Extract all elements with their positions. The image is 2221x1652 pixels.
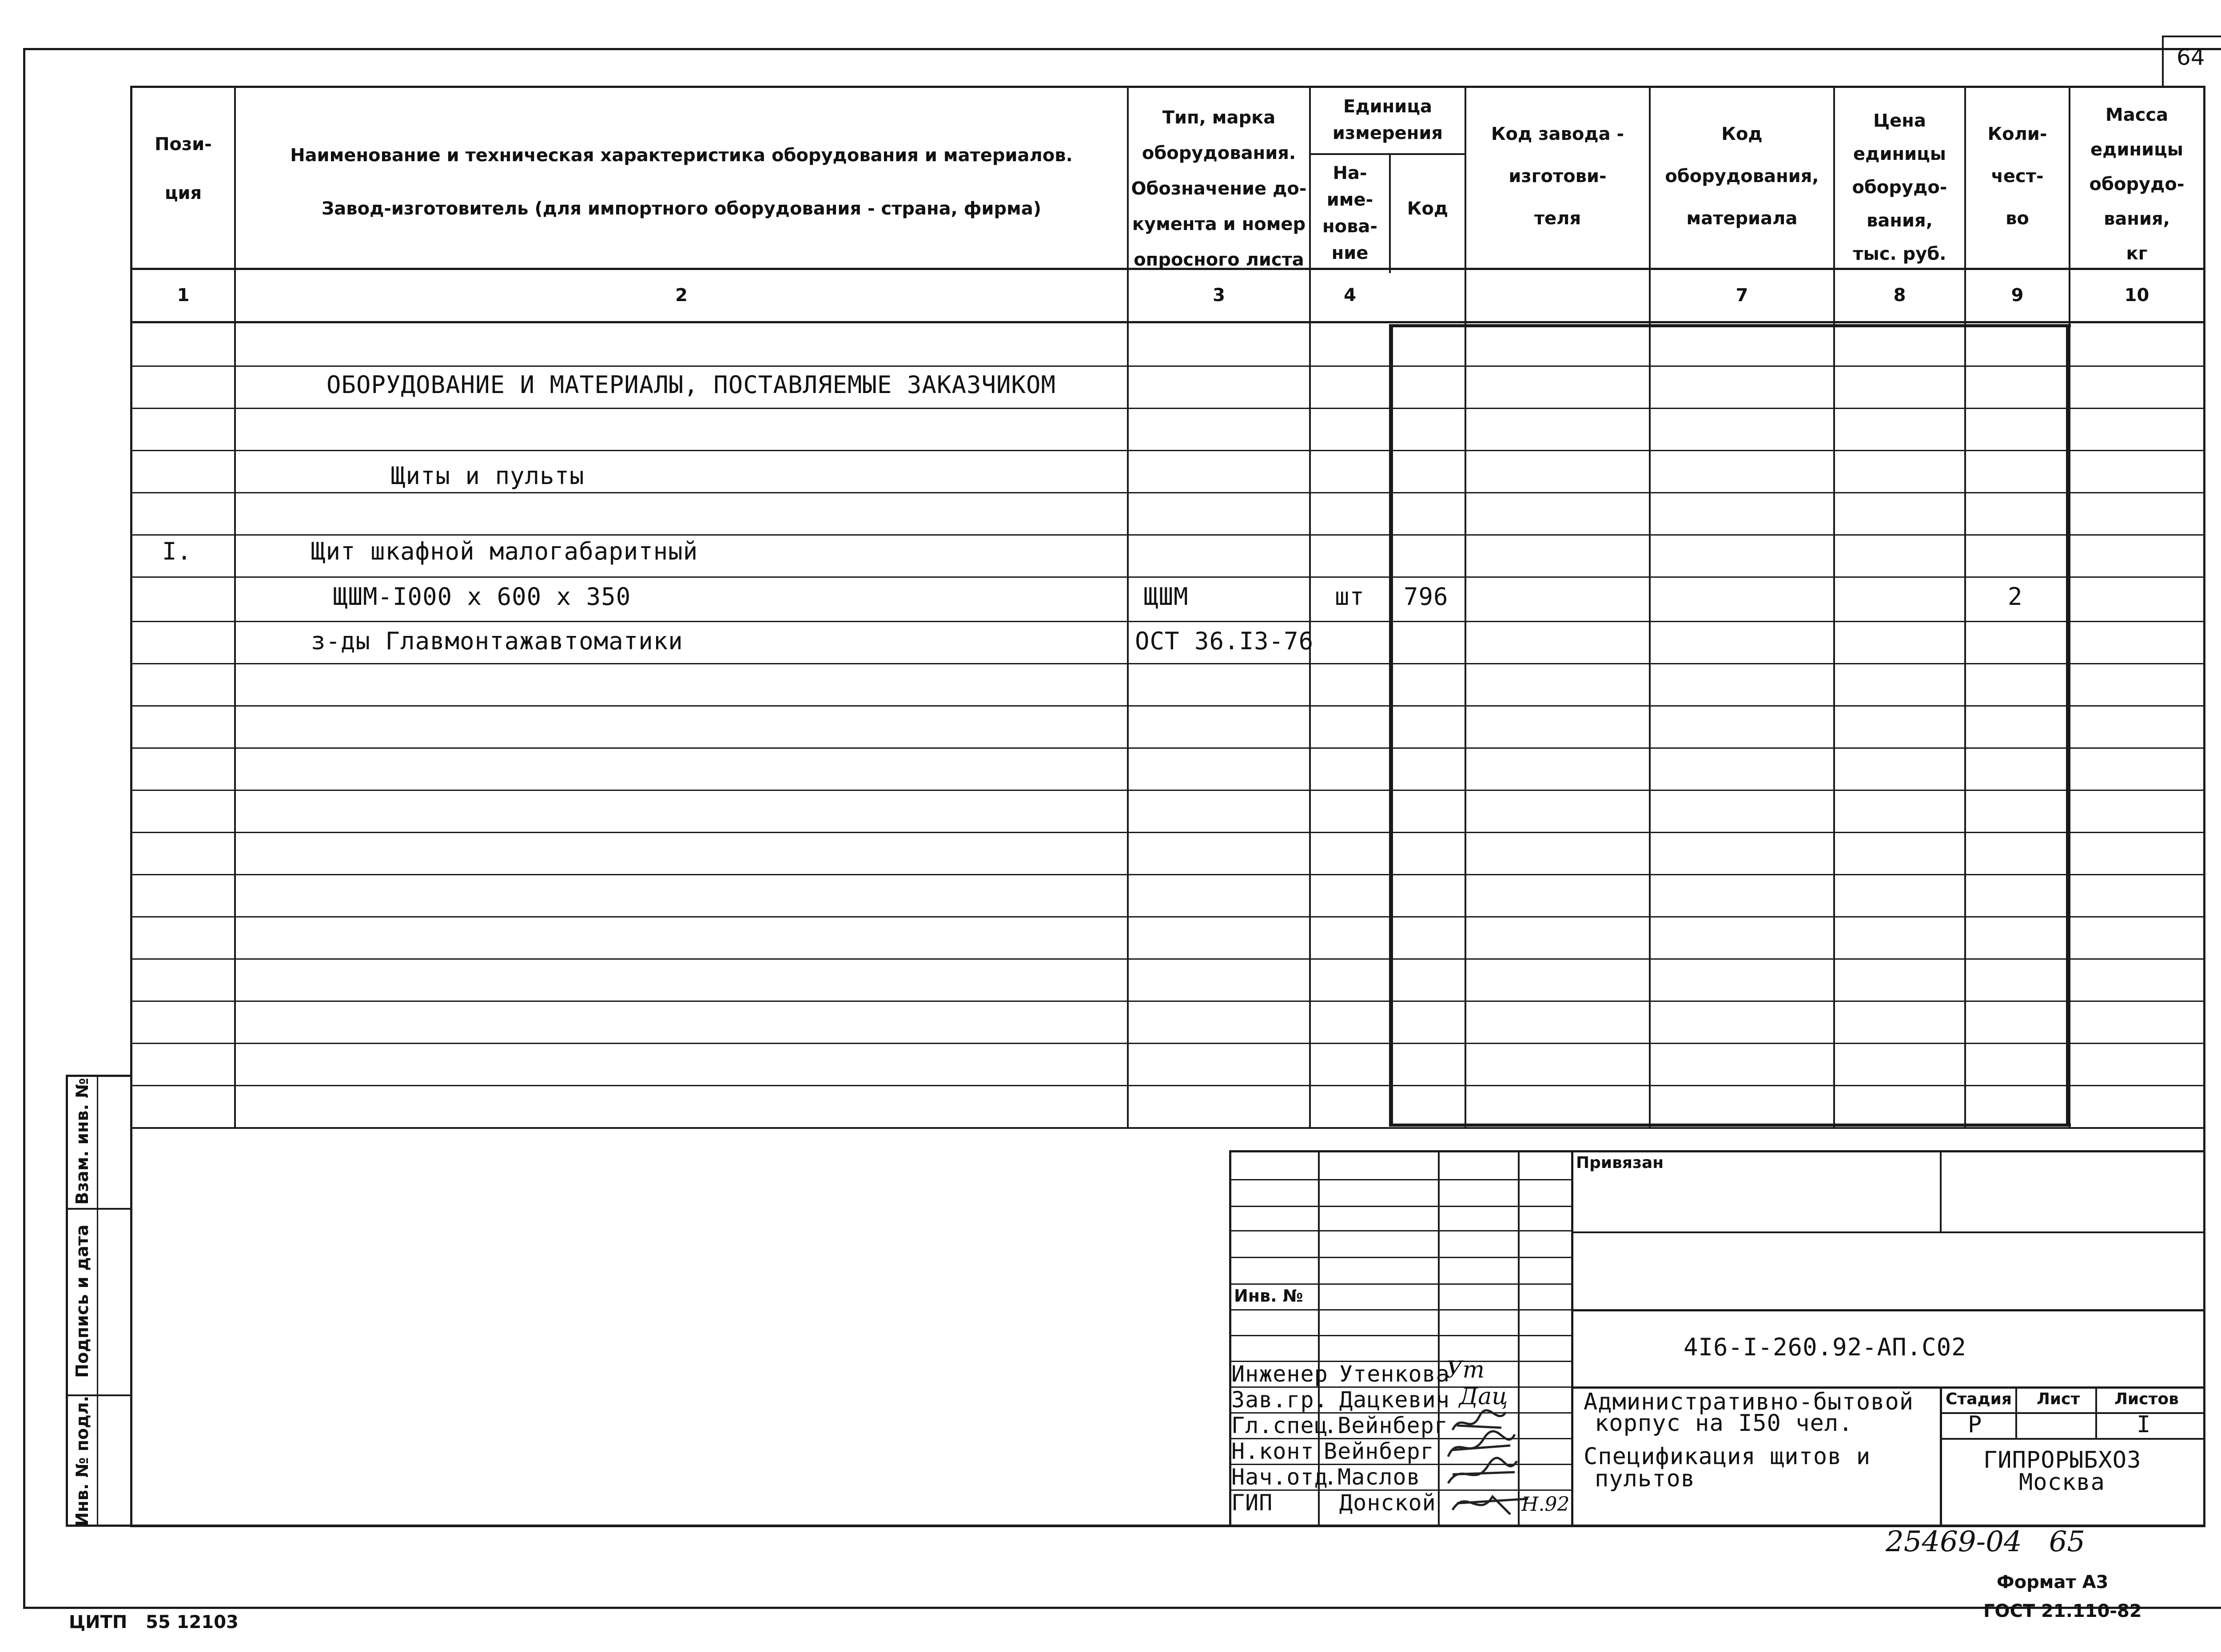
margin-label-podpis: Подпись и дата (72, 1224, 92, 1378)
signer-role-group-head: Зав.гр. (1231, 1387, 1328, 1413)
stamp-org-2: Москва (2019, 1469, 2105, 1496)
colnum-7: 7 (1735, 285, 1748, 306)
header-equipment-code-2: оборудования, (1665, 166, 1819, 187)
header-unit-name-3: нова- (1322, 216, 1378, 237)
signer-role-gip: ГИП (1231, 1490, 1273, 1516)
header-unit-1: Единица (1343, 96, 1432, 117)
item-unit-code: 796 (1404, 583, 1449, 611)
header-name-2: Завод-изготовитель (для импортного оборудования - страна, фирма) (321, 199, 1042, 219)
stamp-sheets-label: Листов (2114, 1390, 2179, 1408)
header-factory-code-3: теля (1534, 208, 1581, 229)
header-mass-5: кг (2126, 243, 2148, 264)
margin-label-vzam: Взам. инв. № (72, 1078, 92, 1205)
header-type-4: кумента и номер (1132, 214, 1306, 234)
header-factory-code-1: Код завода - (1491, 124, 1624, 144)
header-quantity-3: во (2006, 208, 2029, 229)
item-name-line3: з-ды Главмонтажавтоматики (311, 627, 683, 655)
signer-role-engineer: Инженер (1231, 1361, 1328, 1387)
header-unit-code: Код (1407, 199, 1449, 219)
signer-name-engineer: Утенкова (1339, 1361, 1450, 1387)
header-equipment-code-3: материала (1686, 208, 1798, 229)
colnum-8: 8 (1893, 285, 1906, 306)
header-position-2: ция (164, 183, 202, 203)
header-position-1: Пози- (155, 134, 212, 155)
signer-role-dept-head: Нач.отд (1231, 1464, 1328, 1490)
signer-name-group-head: Дацкевич (1339, 1387, 1450, 1413)
header-price-5: тыс. руб. (1853, 244, 1946, 264)
header-type-3: Обозначение до- (1131, 179, 1307, 199)
stamp-stage-label: Стадия (1946, 1390, 2012, 1408)
margin-label-inv-podl: Инв. № подл. (72, 1395, 92, 1527)
header-unit-name-2: име- (1326, 190, 1373, 210)
stamp-date: Н.92 (1521, 1493, 1570, 1516)
page-number: 64 (2177, 44, 2205, 70)
signer-name-dept-head: .Маслов (1324, 1464, 1421, 1490)
left-mark: ЦИТП 55 12103 (69, 1612, 239, 1632)
header-quantity-2: чест- (1991, 166, 2044, 187)
header-mass-2: единицы (2090, 139, 2183, 160)
stamp-title-2: корпус на I50 чел. (1595, 1410, 1853, 1437)
header-unit-name-4: ние (1331, 243, 1369, 263)
item-type-line2: ЩШМ (1144, 583, 1189, 611)
item-name-line2: ЩШМ-I000 х 600 х 350 (333, 583, 631, 611)
header-price-1: Цена (1873, 111, 1926, 131)
header-type-2: оборудования. (1142, 143, 1296, 163)
header-type-5: опросного листа (1134, 250, 1304, 270)
signer-role-chief-specialist: Гл.спец (1231, 1413, 1328, 1438)
header-quantity-1: Коли- (1987, 124, 2047, 144)
colnum-3: 3 (1213, 285, 1225, 306)
archive-number: 25469-04 65 (1886, 1525, 2086, 1558)
item-unit: шт (1335, 583, 1365, 611)
header-mass-3: оборудо- (2089, 174, 2185, 195)
header-price-4: вания, (1867, 210, 1933, 231)
header-unit-2: измерения (1332, 123, 1443, 143)
header-name-1: Наименование и техническая характеристика оборудования и материалов. (290, 145, 1073, 166)
stamp-org-1: ГИПРОРЫБХОЗ (1983, 1447, 2141, 1473)
signer-role-norm-control: Н.конт (1231, 1438, 1314, 1464)
stamp-privyazan: Привязан (1576, 1154, 1664, 1172)
colnum-4: 4 (1344, 285, 1356, 306)
header-mass-4: вания, (2104, 209, 2170, 229)
stamp-title-1: Административно-бытовой (1584, 1389, 1914, 1415)
stamp-title-3: Спецификация щитов и (1584, 1443, 1871, 1470)
header-price-3: оборудо- (1852, 177, 1947, 198)
stamp-title-4: пультов (1595, 1465, 1696, 1492)
signature-mark-engineer: Ут (1446, 1357, 1485, 1383)
header-type-1: Тип, марка (1162, 107, 1276, 128)
section-title: ОБОРУДОВАНИЕ И МАТЕРИАЛЫ, ПОСТАВЛЯЕМЫЕ ЗАКАЗЧИКОМ (326, 371, 1056, 399)
signer-name-chief-specialist: .Вейнберг (1324, 1413, 1448, 1438)
gost-label: ГОСТ 21.110-82 (1983, 1601, 2142, 1621)
colnum-9: 9 (2011, 285, 2024, 306)
stamp-sheets: I (2137, 1411, 2151, 1438)
stamp-sheet-label: Лист (2037, 1390, 2080, 1408)
header-unit-name-1: На- (1333, 163, 1367, 183)
item-quantity: 2 (2008, 583, 2023, 611)
item-position: I. (162, 537, 192, 565)
header-factory-code-2: изготови- (1509, 166, 1607, 187)
header-mass-1: Масса (2105, 105, 2169, 125)
item-type-line3: ОСТ 36.I3-76 (1135, 627, 1314, 655)
colnum-2: 2 (675, 285, 688, 306)
colnum-10: 10 (2124, 285, 2149, 306)
stamp-doc-code: 4I6-I-260.92-АП.С02 (1684, 1333, 1966, 1361)
header-price-2: единицы (1853, 144, 1946, 164)
signer-name-norm-control: Вейнберг (1324, 1438, 1434, 1464)
stamp-inv-no: Инв. № (1234, 1286, 1303, 1306)
signer-name-gip: Донской (1339, 1490, 1436, 1516)
colnum-1: 1 (177, 285, 190, 306)
stamp-stage: Р (1968, 1411, 1982, 1438)
header-equipment-code-1: Код (1721, 124, 1763, 144)
subsection-title: Щиты и пульты (391, 462, 585, 490)
format-label: Формат А3 (1997, 1572, 2109, 1592)
signature-mark-group-head: Дац (1459, 1383, 1508, 1410)
item-name-line1: Щит шкафной малогабаритный (311, 537, 698, 565)
